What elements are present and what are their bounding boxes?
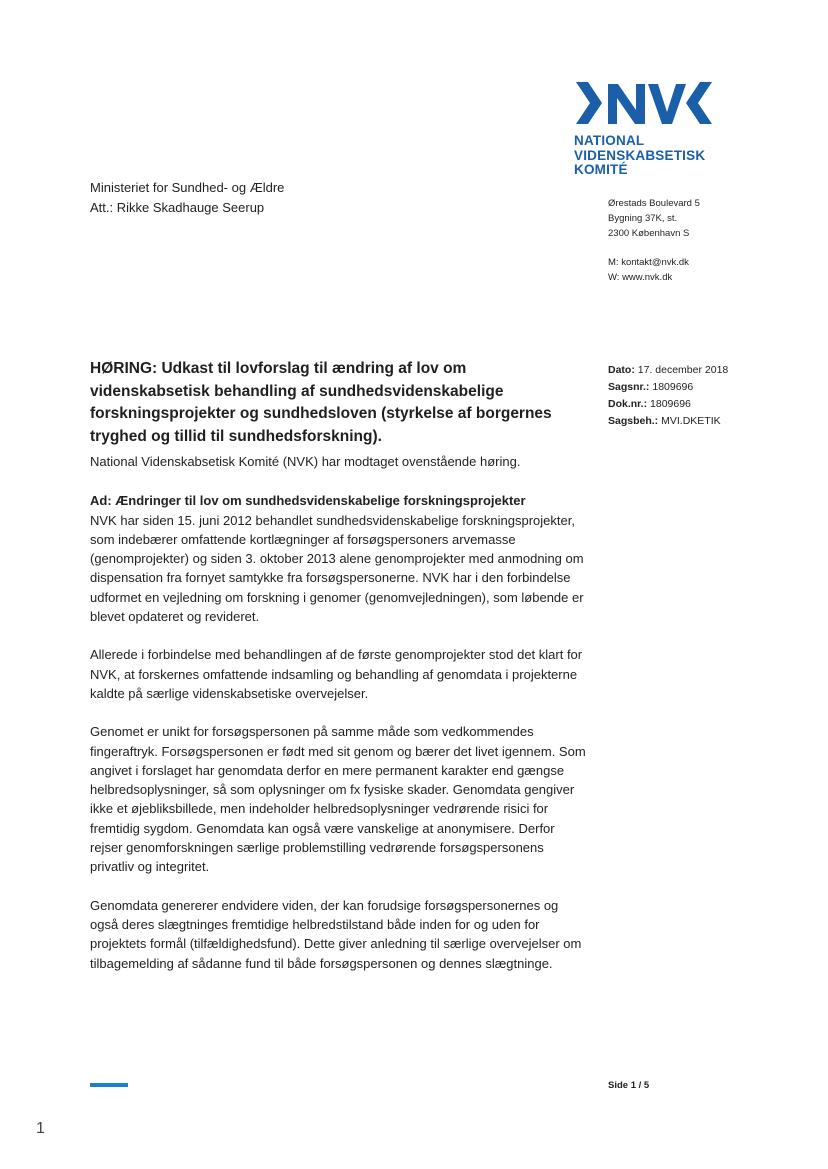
logo-name-line-3: KOMITÉ — [574, 162, 628, 177]
nvk-logo-mark — [574, 78, 774, 128]
nvk-logo — [574, 78, 774, 178]
recipient-block — [90, 178, 284, 218]
meta-date-label: Dato: — [608, 364, 635, 376]
meta-case-label: Sagsnr.: — [608, 381, 650, 393]
nvk-logo-icon — [574, 78, 714, 128]
meta-handler — [608, 413, 728, 430]
page-number: Side 1 / 5 — [608, 1080, 650, 1091]
meta-case-value: 1809696 — [652, 381, 694, 393]
meta-date — [608, 362, 728, 379]
intro-paragraph: National Videnskabsetisk Komité (NVK) har modtaget ovenstående høring. — [90, 454, 521, 469]
sender-address-line-3: 2300 København S — [608, 228, 690, 239]
body-paragraph-1-text: NVK har siden 15. juni 2012 behandlet sundhedsvidenskabelige forskningsprojekter, som indebærer omfattende kortlægninger af forsøgspersoners arvemasse (genomprojekter) og siden 3. oktober 2013 alene genomprojekter med anmodning om dispensation fra fornyet samtykke fra forsøgspersonerne. NVK har i den forbindelse udformet en vejledning om forskning i genomer (genomvejledningen), som løbende er blevet opdateret og revideret. — [90, 512, 584, 625]
sender-address — [608, 196, 700, 285]
document-title: HØRING: Udkast til lovforslag til ændring af lov om videnskabsetisk behandling af sundhedsvidenskabelige forskningsprojekter og sundhedsloven (styrkelse af borgernes tryghed og tillid til sundhedsforskning). — [90, 360, 552, 445]
body-paragraph-2: Allerede i forbindelse med behandlingen af de første genomprojekter stod det klart for NVK, at forskernes omfattende indsamling og behandling af genomdata i projekterne kaldte på særlige videnskabsetiske overvejelser. — [90, 647, 583, 701]
margin-number: 1 — [36, 1120, 45, 1137]
meta-doc-label: Dok.nr.: — [608, 398, 648, 410]
meta-case — [608, 379, 728, 396]
recipient-line-2: Att.: Rikke Skadhauge Seerup — [90, 200, 265, 215]
footer-accent-bar — [90, 1083, 128, 1087]
meta-handler-value: MVI.DKETIK — [661, 415, 721, 427]
meta-handler-label: Sagsbeh.: — [608, 415, 659, 427]
sender-web: W: www.nvk.dk — [608, 272, 673, 283]
body-paragraph-4: Genomdata genererer endvidere viden, der kan forudsige forsøgspersonernes og også deres slægtninges fremtidige helbredstilstand både inden for og uden for projektets formål (tilfældighedsfund). Dette giver anledning til særlige overvejelser om tilbagemelding af sådanne fund til både forsøgspersonen og dennes slægtninge. — [90, 897, 582, 971]
meta-date-value: 17. december 2018 — [637, 364, 729, 376]
meta-doc — [608, 396, 728, 413]
nvk-logo-name — [574, 134, 774, 178]
meta-doc-value: 1809696 — [650, 398, 691, 410]
logo-name-line-2: VIDENSKABSETISK — [574, 147, 706, 163]
document-meta — [608, 362, 728, 430]
document-body — [90, 452, 590, 992]
section-heading: Ad: Ændringer til lov om sundhedsvidenskabelige forskningsprojekter — [90, 493, 526, 509]
body-paragraph-3: Genomet er unikt for forsøgspersonen på samme måde som vedkommendes fingeraftryk. Forsøgspersonen er født med sit genom og bærer det livet igennem. Som angivet i forslaget har genomdata derfor en mere permanent karakter end gængse helbredsoplysninger, så som oplysninger om fx fysiske skader. Genomdata gengiver ikke et øjebliksbillede, men indeholder helbredsoplysninger vedrørende risici for fremtidig sygdom. Genomdata kan også være vanskelige at anonymisere. Derfor rejser genomforskningen særlige problemstilling vedrørende forsøgspersonens privatliv og integritet. — [90, 724, 586, 875]
sender-mail: M: kontakt@nvk.dk — [608, 257, 689, 268]
sender-address-line-1: Ørestads Boulevard 5 — [608, 198, 700, 209]
body-paragraph-1 — [90, 491, 590, 626]
sender-address-line-2: Bygning 37K, st. — [608, 213, 678, 224]
recipient-line-1: Ministeriet for Sundhed- og Ældre — [90, 180, 285, 195]
logo-name-line-1: NATIONAL — [574, 133, 645, 148]
